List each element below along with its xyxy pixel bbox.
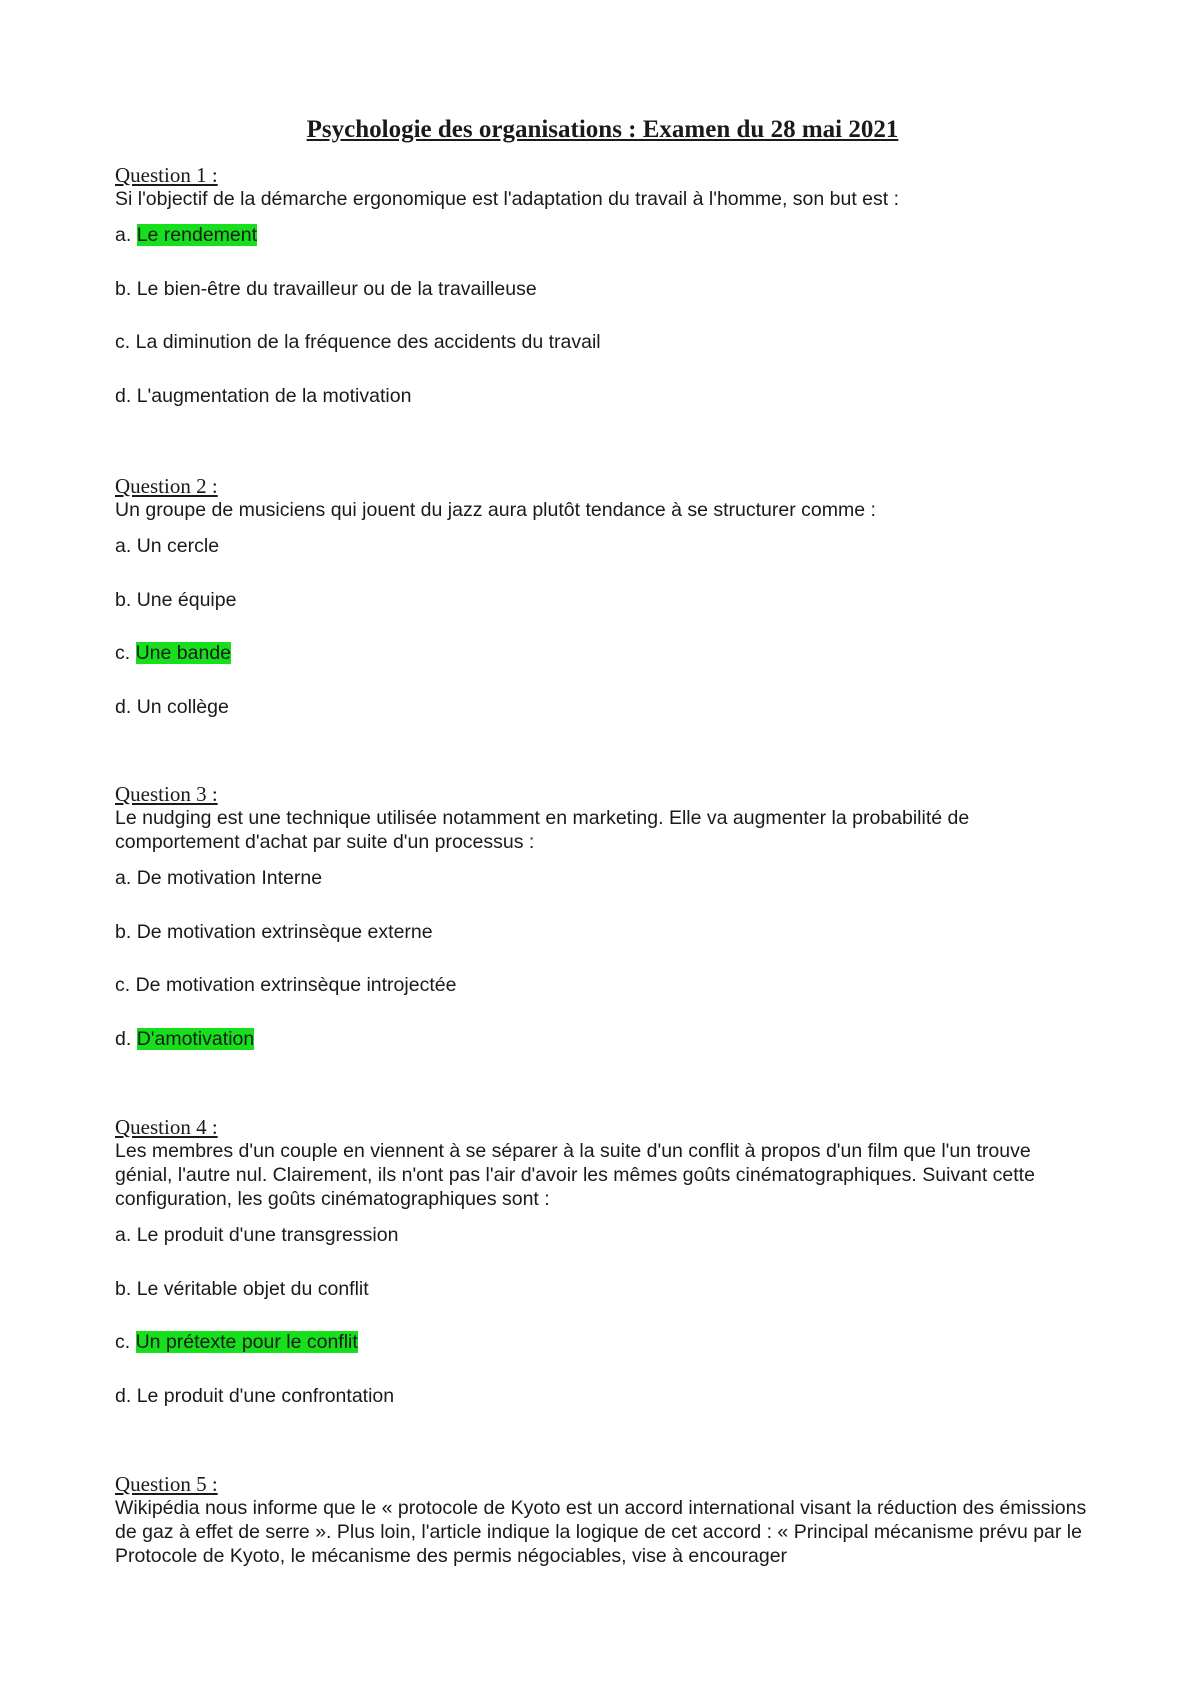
option-letter: a. bbox=[115, 1224, 132, 1246]
option-letter: a. bbox=[115, 535, 132, 557]
highlighted-answer-text: Un prétexte pour le conflit bbox=[135, 1331, 358, 1353]
option-letter: b. bbox=[115, 588, 132, 611]
answer-option bbox=[115, 866, 1090, 920]
option-text: Le produit d'une confrontation bbox=[136, 1384, 395, 1407]
question-label: Question 4 : bbox=[115, 1115, 218, 1139]
question-block bbox=[115, 474, 1090, 748]
question-label: Question 3 : bbox=[115, 782, 218, 806]
question-text: Si l'objectif de la démarche ergonomique est l'adaptation du travail à l'homme, son but est : bbox=[115, 188, 900, 210]
answer-option bbox=[115, 223, 1090, 277]
option-letter: c. bbox=[115, 974, 131, 996]
answer-option bbox=[115, 1384, 1090, 1438]
answer-option bbox=[115, 695, 1090, 749]
option-text: Le bien-être du travailleur ou de la travailleuse bbox=[136, 277, 537, 300]
option-text: Une équipe bbox=[136, 588, 237, 611]
option-text: De motivation Interne bbox=[136, 867, 323, 889]
question-text: Un groupe de musiciens qui jouent du jazz aura plutôt tendance à se structurer comme : bbox=[115, 499, 876, 521]
answer-option bbox=[115, 920, 1090, 974]
answer-option bbox=[115, 534, 1090, 588]
question-block bbox=[115, 1115, 1090, 1437]
answer-option bbox=[115, 973, 1090, 1027]
option-letter: d. bbox=[115, 384, 132, 407]
option-text: Le produit d'une transgression bbox=[136, 1224, 399, 1246]
option-letter: d. bbox=[115, 1027, 132, 1050]
answer-option bbox=[115, 330, 1090, 384]
option-letter: a. bbox=[115, 224, 132, 246]
option-text: De motivation extrinsèque introjectée bbox=[135, 974, 457, 996]
answer-option bbox=[115, 641, 1090, 695]
options-list bbox=[115, 534, 1090, 748]
option-text: La diminution de la fréquence des accidents du travail bbox=[135, 331, 601, 353]
option-letter: a. bbox=[115, 867, 132, 889]
option-letter: c. bbox=[115, 642, 131, 664]
question-block bbox=[115, 782, 1090, 1080]
answer-option bbox=[115, 588, 1090, 642]
option-letter: d. bbox=[115, 1384, 132, 1407]
highlighted-answer-text: D'amotivation bbox=[136, 1027, 255, 1050]
answer-option bbox=[115, 1330, 1090, 1384]
question-label: Question 2 : bbox=[115, 474, 218, 498]
highlighted-answer-text: Une bande bbox=[135, 642, 232, 664]
option-letter: d. bbox=[115, 695, 132, 718]
highlighted-answer-text: Le rendement bbox=[136, 224, 258, 246]
answer-option bbox=[115, 1223, 1090, 1277]
question-block bbox=[115, 163, 1090, 437]
option-text: Un cercle bbox=[136, 535, 220, 557]
answer-option bbox=[115, 1277, 1090, 1331]
option-letter: b. bbox=[115, 920, 132, 943]
option-letter: b. bbox=[115, 277, 132, 300]
question-label: Question 5 : bbox=[115, 1472, 218, 1496]
option-text: Un collège bbox=[136, 695, 229, 718]
option-letter: c. bbox=[115, 1331, 131, 1353]
answer-option bbox=[115, 277, 1090, 331]
question-text: Le nudging est une technique utilisée notamment en marketing. Elle va augmenter la probabilité de comportement d'achat par suite d'un processus : bbox=[115, 807, 970, 853]
answer-option bbox=[115, 384, 1090, 438]
question-text: Les membres d'un couple en viennent à se séparer à la suite d'un conflit à propos d'un film que l'un trouve génial, l'autre nul. Clairement, ils n'ont pas l'air d'avoir les mêmes goûts cinématographiques. Suivant cette configuration, les goûts cinématographiques sont : bbox=[115, 1140, 1035, 1210]
option-text: De motivation extrinsèque externe bbox=[136, 920, 433, 943]
option-text: L'augmentation de la motivation bbox=[136, 384, 412, 407]
question-label: Question 1 : bbox=[115, 163, 218, 187]
options-list bbox=[115, 223, 1090, 437]
options-list bbox=[115, 1223, 1090, 1437]
option-letter: c. bbox=[115, 331, 131, 353]
option-letter: b. bbox=[115, 1277, 132, 1300]
page-title: Psychologie des organisations : Examen du 28 mai 2021 bbox=[306, 116, 899, 143]
options-list bbox=[115, 866, 1090, 1080]
option-text: Le véritable objet du conflit bbox=[136, 1277, 369, 1300]
question-block bbox=[115, 1472, 1090, 1568]
question-text: Wikipédia nous informe que le « protocole de Kyoto est un accord international visant la réduction des émissions de gaz à effet de serre ». Plus loin, l'article indique la logique de cet accord : « Principal mécanisme prévu par le Protocole de Kyoto, le mécanisme des permis négociables, vise à encourager bbox=[115, 1497, 1087, 1567]
answer-option bbox=[115, 1027, 1090, 1081]
